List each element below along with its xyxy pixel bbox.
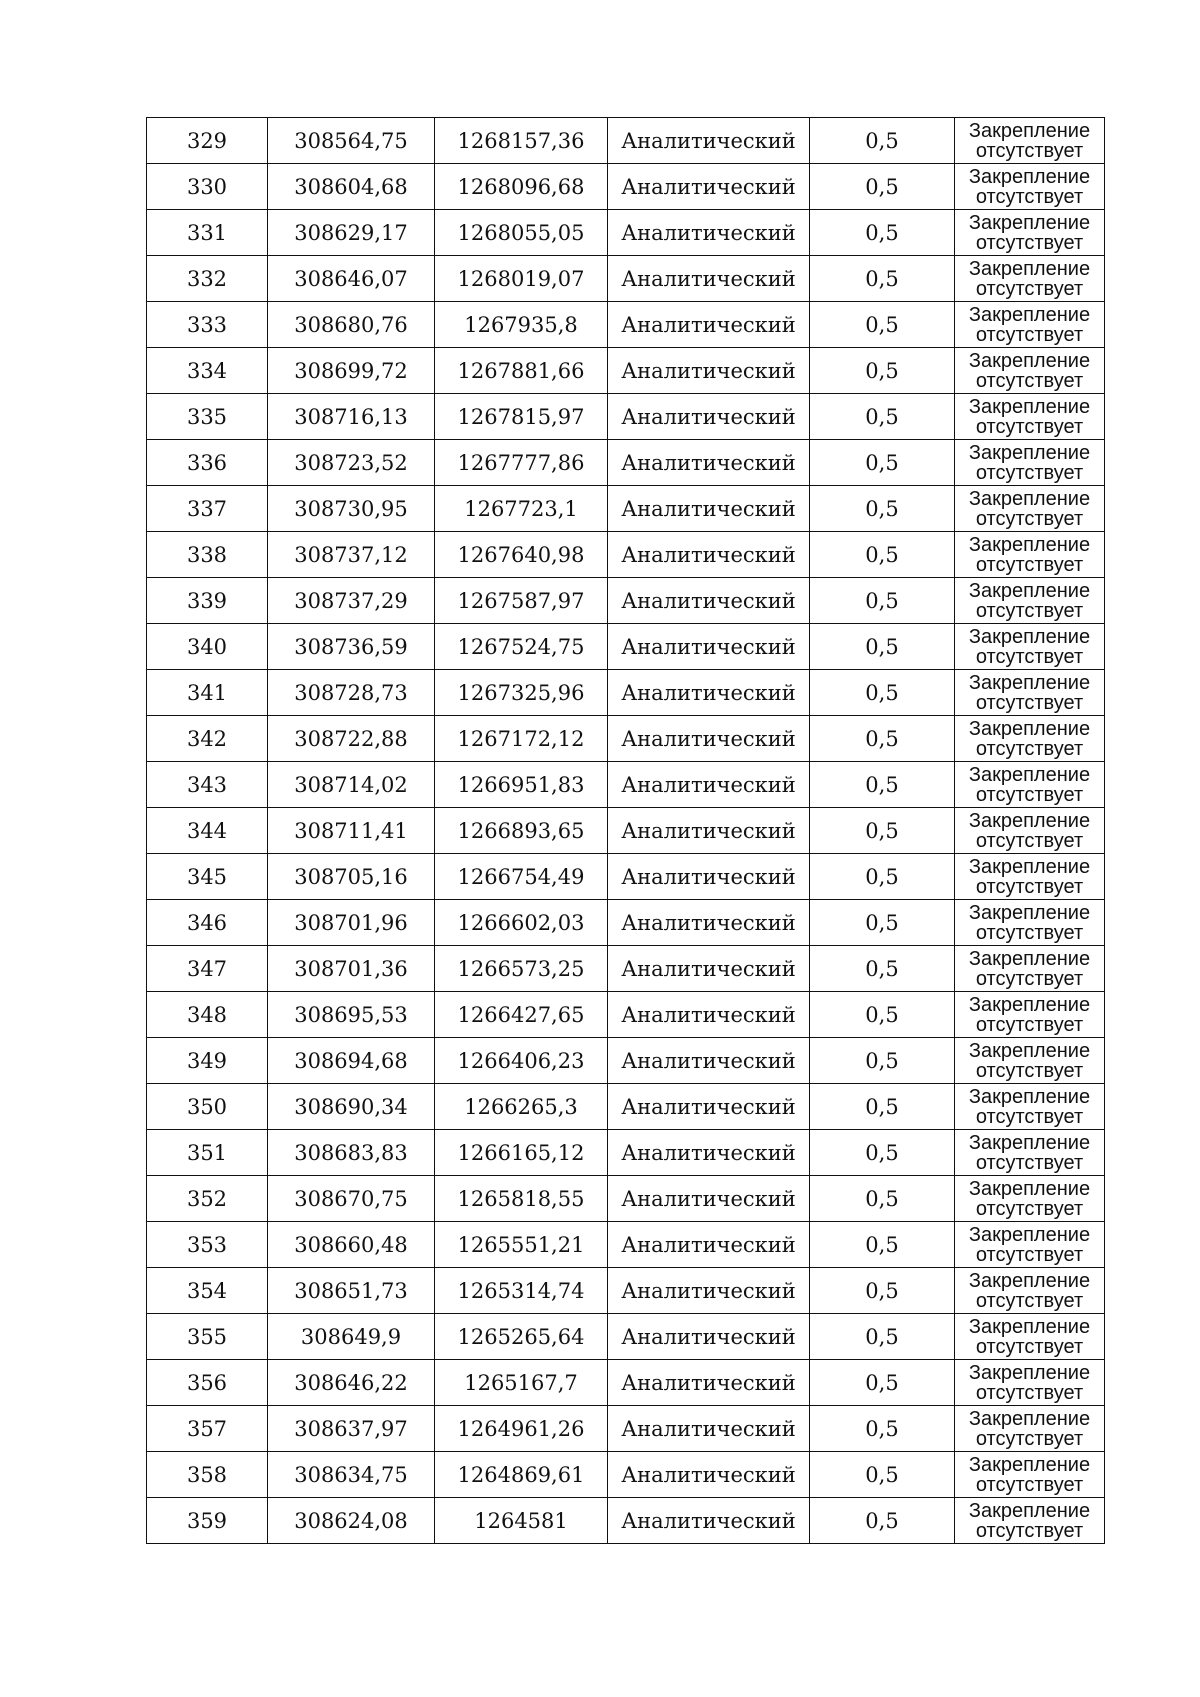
fixation-note-line-2: отсутствует xyxy=(975,1519,1084,1542)
fixation-note-line-2: отсутствует xyxy=(975,599,1084,622)
point-number-cell: 355 xyxy=(147,1314,268,1360)
y-coordinate-cell: 1264961,26 xyxy=(435,1406,608,1452)
fixation-note-line-2: отсутствует xyxy=(975,967,1084,990)
accuracy-cell: 0,5 xyxy=(810,762,955,808)
y-coordinate-cell: 1268055,05 xyxy=(435,210,608,256)
x-coordinate-cell: 308690,34 xyxy=(268,1084,435,1130)
fixation-note-cell xyxy=(955,164,1105,210)
table-row xyxy=(147,1084,1105,1130)
y-coordinate-cell: 1265818,55 xyxy=(435,1176,608,1222)
x-coordinate-cell: 308651,73 xyxy=(268,1268,435,1314)
point-number-cell: 340 xyxy=(147,624,268,670)
y-coordinate-cell: 1266406,23 xyxy=(435,1038,608,1084)
method-cell: Аналитический xyxy=(608,1498,810,1544)
fixation-note-line-1: Закрепление xyxy=(968,1131,1091,1154)
table-row xyxy=(147,1130,1105,1176)
y-coordinate-cell: 1266754,49 xyxy=(435,854,608,900)
x-coordinate-cell: 308730,95 xyxy=(268,486,435,532)
fixation-note-line-2: отсутствует xyxy=(975,1335,1084,1358)
fixation-note-line-1: Закрепление xyxy=(968,1039,1091,1062)
accuracy-cell: 0,5 xyxy=(810,1452,955,1498)
fixation-note-cell xyxy=(955,302,1105,348)
fixation-note-cell xyxy=(955,670,1105,716)
y-coordinate-cell: 1265265,64 xyxy=(435,1314,608,1360)
accuracy-cell: 0,5 xyxy=(810,486,955,532)
point-number-cell: 359 xyxy=(147,1498,268,1544)
y-coordinate-cell: 1266165,12 xyxy=(435,1130,608,1176)
y-coordinate-cell: 1267723,1 xyxy=(435,486,608,532)
fixation-note-line-2: отсутствует xyxy=(975,783,1084,806)
fixation-note-line-1: Закрепление xyxy=(968,1499,1091,1522)
fixation-note-line-1: Закрепление xyxy=(968,625,1091,648)
point-number-cell: 345 xyxy=(147,854,268,900)
accuracy-cell: 0,5 xyxy=(810,1314,955,1360)
y-coordinate-cell: 1267881,66 xyxy=(435,348,608,394)
accuracy-cell: 0,5 xyxy=(810,256,955,302)
fixation-note-line-2: отсутствует xyxy=(975,369,1084,392)
table-row xyxy=(147,808,1105,854)
method-cell: Аналитический xyxy=(608,762,810,808)
method-cell: Аналитический xyxy=(608,210,810,256)
method-cell: Аналитический xyxy=(608,1406,810,1452)
table-row xyxy=(147,210,1105,256)
fixation-note-line-2: отсутствует xyxy=(975,1381,1084,1404)
method-cell: Аналитический xyxy=(608,1222,810,1268)
fixation-note-line-2: отсутствует xyxy=(975,1243,1084,1266)
fixation-note-cell xyxy=(955,1406,1105,1452)
table-row xyxy=(147,762,1105,808)
accuracy-cell: 0,5 xyxy=(810,1268,955,1314)
table-row xyxy=(147,394,1105,440)
table-row xyxy=(147,1176,1105,1222)
method-cell: Аналитический xyxy=(608,164,810,210)
method-cell: Аналитический xyxy=(608,854,810,900)
y-coordinate-cell: 1267777,86 xyxy=(435,440,608,486)
x-coordinate-cell: 308646,22 xyxy=(268,1360,435,1406)
table-row xyxy=(147,578,1105,624)
point-number-cell: 346 xyxy=(147,900,268,946)
x-coordinate-cell: 308723,52 xyxy=(268,440,435,486)
accuracy-cell: 0,5 xyxy=(810,348,955,394)
fixation-note-line-2: отсутствует xyxy=(975,1013,1084,1036)
fixation-note-line-1: Закрепление xyxy=(968,947,1091,970)
fixation-note-line-2: отсутствует xyxy=(975,323,1084,346)
method-cell: Аналитический xyxy=(608,1176,810,1222)
method-cell: Аналитический xyxy=(608,118,810,164)
accuracy-cell: 0,5 xyxy=(810,900,955,946)
fixation-note-line-1: Закрепление xyxy=(968,855,1091,878)
fixation-note-line-2: отсутствует xyxy=(975,921,1084,944)
fixation-note-line-1: Закрепление xyxy=(968,349,1091,372)
point-number-cell: 352 xyxy=(147,1176,268,1222)
fixation-note-cell xyxy=(955,762,1105,808)
table-row xyxy=(147,1360,1105,1406)
fixation-note-cell xyxy=(955,1176,1105,1222)
method-cell: Аналитический xyxy=(608,532,810,578)
x-coordinate-cell: 308737,29 xyxy=(268,578,435,624)
y-coordinate-cell: 1266265,3 xyxy=(435,1084,608,1130)
y-coordinate-cell: 1266602,03 xyxy=(435,900,608,946)
table-row xyxy=(147,486,1105,532)
fixation-note-cell xyxy=(955,578,1105,624)
x-coordinate-cell: 308637,97 xyxy=(268,1406,435,1452)
fixation-note-line-1: Закрепление xyxy=(968,303,1091,326)
table-row xyxy=(147,900,1105,946)
x-coordinate-cell: 308564,75 xyxy=(268,118,435,164)
point-number-cell: 339 xyxy=(147,578,268,624)
method-cell: Аналитический xyxy=(608,900,810,946)
fixation-note-line-1: Закрепление xyxy=(968,1085,1091,1108)
y-coordinate-cell: 1267815,97 xyxy=(435,394,608,440)
accuracy-cell: 0,5 xyxy=(810,302,955,348)
y-coordinate-cell: 1266573,25 xyxy=(435,946,608,992)
fixation-note-line-2: отсутствует xyxy=(975,829,1084,852)
table-row xyxy=(147,670,1105,716)
point-number-cell: 332 xyxy=(147,256,268,302)
fixation-note-line-1: Закрепление xyxy=(968,211,1091,234)
fixation-note-cell xyxy=(955,486,1105,532)
point-number-cell: 335 xyxy=(147,394,268,440)
point-number-cell: 350 xyxy=(147,1084,268,1130)
accuracy-cell: 0,5 xyxy=(810,1406,955,1452)
point-number-cell: 336 xyxy=(147,440,268,486)
point-number-cell: 349 xyxy=(147,1038,268,1084)
fixation-note-line-2: отсутствует xyxy=(975,553,1084,576)
table-row xyxy=(147,992,1105,1038)
point-number-cell: 356 xyxy=(147,1360,268,1406)
fixation-note-cell xyxy=(955,532,1105,578)
x-coordinate-cell: 308695,53 xyxy=(268,992,435,1038)
y-coordinate-cell: 1267172,12 xyxy=(435,716,608,762)
fixation-note-line-2: отсутствует xyxy=(975,1105,1084,1128)
y-coordinate-cell: 1266893,65 xyxy=(435,808,608,854)
x-coordinate-cell: 308716,13 xyxy=(268,394,435,440)
accuracy-cell: 0,5 xyxy=(810,716,955,762)
accuracy-cell: 0,5 xyxy=(810,164,955,210)
accuracy-cell: 0,5 xyxy=(810,1360,955,1406)
method-cell: Аналитический xyxy=(608,992,810,1038)
x-coordinate-cell: 308680,76 xyxy=(268,302,435,348)
method-cell: Аналитический xyxy=(608,716,810,762)
point-number-cell: 330 xyxy=(147,164,268,210)
fixation-note-cell xyxy=(955,1314,1105,1360)
fixation-note-line-2: отсутствует xyxy=(975,139,1084,162)
method-cell: Аналитический xyxy=(608,394,810,440)
table-row xyxy=(147,716,1105,762)
method-cell: Аналитический xyxy=(608,1360,810,1406)
x-coordinate-cell: 308624,08 xyxy=(268,1498,435,1544)
method-cell: Аналитический xyxy=(608,1452,810,1498)
accuracy-cell: 0,5 xyxy=(810,670,955,716)
coordinates-table-body xyxy=(147,118,1105,1544)
method-cell: Аналитический xyxy=(608,808,810,854)
fixation-note-line-1: Закрепление xyxy=(968,717,1091,740)
accuracy-cell: 0,5 xyxy=(810,624,955,670)
x-coordinate-cell: 308634,75 xyxy=(268,1452,435,1498)
y-coordinate-cell: 1264869,61 xyxy=(435,1452,608,1498)
fixation-note-line-2: отсутствует xyxy=(975,1151,1084,1174)
fixation-note-line-2: отсутствует xyxy=(975,1197,1084,1220)
y-coordinate-cell: 1267325,96 xyxy=(435,670,608,716)
point-number-cell: 347 xyxy=(147,946,268,992)
fixation-note-line-2: отсутствует xyxy=(975,507,1084,530)
fixation-note-line-1: Закрепление xyxy=(968,533,1091,556)
table-row xyxy=(147,1314,1105,1360)
method-cell: Аналитический xyxy=(608,348,810,394)
y-coordinate-cell: 1265551,21 xyxy=(435,1222,608,1268)
point-number-cell: 338 xyxy=(147,532,268,578)
point-number-cell: 334 xyxy=(147,348,268,394)
fixation-note-line-1: Закрепление xyxy=(968,1453,1091,1476)
fixation-note-cell xyxy=(955,1498,1105,1544)
coordinates-table xyxy=(146,117,1105,1544)
accuracy-cell: 0,5 xyxy=(810,210,955,256)
point-number-cell: 344 xyxy=(147,808,268,854)
fixation-note-line-1: Закрепление xyxy=(968,119,1091,142)
table-row xyxy=(147,1498,1105,1544)
method-cell: Аналитический xyxy=(608,1130,810,1176)
accuracy-cell: 0,5 xyxy=(810,1498,955,1544)
fixation-note-line-1: Закрепление xyxy=(968,579,1091,602)
accuracy-cell: 0,5 xyxy=(810,1038,955,1084)
table-row xyxy=(147,1038,1105,1084)
fixation-note-line-1: Закрепление xyxy=(968,1177,1091,1200)
x-coordinate-cell: 308711,41 xyxy=(268,808,435,854)
accuracy-cell: 0,5 xyxy=(810,992,955,1038)
fixation-note-line-2: отсутствует xyxy=(975,277,1084,300)
fixation-note-line-1: Закрепление xyxy=(968,165,1091,188)
y-coordinate-cell: 1268157,36 xyxy=(435,118,608,164)
table-row xyxy=(147,1406,1105,1452)
x-coordinate-cell: 308683,83 xyxy=(268,1130,435,1176)
fixation-note-line-1: Закрепление xyxy=(968,1269,1091,1292)
fixation-note-line-2: отсутствует xyxy=(975,1289,1084,1312)
fixation-note-line-1: Закрепление xyxy=(968,993,1091,1016)
fixation-note-cell xyxy=(955,1084,1105,1130)
fixation-note-line-1: Закрепление xyxy=(968,1315,1091,1338)
point-number-cell: 351 xyxy=(147,1130,268,1176)
x-coordinate-cell: 308649,9 xyxy=(268,1314,435,1360)
y-coordinate-cell: 1266951,83 xyxy=(435,762,608,808)
point-number-cell: 329 xyxy=(147,118,268,164)
accuracy-cell: 0,5 xyxy=(810,578,955,624)
method-cell: Аналитический xyxy=(608,1038,810,1084)
accuracy-cell: 0,5 xyxy=(810,532,955,578)
y-coordinate-cell: 1265314,74 xyxy=(435,1268,608,1314)
fixation-note-cell xyxy=(955,394,1105,440)
fixation-note-line-1: Закрепление xyxy=(968,1361,1091,1384)
y-coordinate-cell: 1268096,68 xyxy=(435,164,608,210)
point-number-cell: 343 xyxy=(147,762,268,808)
y-coordinate-cell: 1265167,7 xyxy=(435,1360,608,1406)
table-row xyxy=(147,854,1105,900)
accuracy-cell: 0,5 xyxy=(810,1084,955,1130)
table-row xyxy=(147,532,1105,578)
point-number-cell: 357 xyxy=(147,1406,268,1452)
y-coordinate-cell: 1267524,75 xyxy=(435,624,608,670)
fixation-note-line-2: отсутствует xyxy=(975,645,1084,668)
y-coordinate-cell: 1267587,97 xyxy=(435,578,608,624)
table-row xyxy=(147,118,1105,164)
fixation-note-cell xyxy=(955,118,1105,164)
method-cell: Аналитический xyxy=(608,302,810,348)
fixation-note-line-1: Закрепление xyxy=(968,441,1091,464)
fixation-note-cell xyxy=(955,946,1105,992)
table-row xyxy=(147,440,1105,486)
method-cell: Аналитический xyxy=(608,1268,810,1314)
accuracy-cell: 0,5 xyxy=(810,394,955,440)
x-coordinate-cell: 308714,02 xyxy=(268,762,435,808)
accuracy-cell: 0,5 xyxy=(810,118,955,164)
x-coordinate-cell: 308670,75 xyxy=(268,1176,435,1222)
point-number-cell: 342 xyxy=(147,716,268,762)
point-number-cell: 337 xyxy=(147,486,268,532)
table-row xyxy=(147,256,1105,302)
table-row xyxy=(147,946,1105,992)
method-cell: Аналитический xyxy=(608,486,810,532)
point-number-cell: 333 xyxy=(147,302,268,348)
y-coordinate-cell: 1264581 xyxy=(435,1498,608,1544)
table-row xyxy=(147,1222,1105,1268)
fixation-note-line-2: отсутствует xyxy=(975,737,1084,760)
method-cell: Аналитический xyxy=(608,946,810,992)
fixation-note-cell xyxy=(955,1222,1105,1268)
point-number-cell: 348 xyxy=(147,992,268,1038)
x-coordinate-cell: 308728,73 xyxy=(268,670,435,716)
fixation-note-cell xyxy=(955,1130,1105,1176)
fixation-note-cell xyxy=(955,210,1105,256)
fixation-note-cell xyxy=(955,854,1105,900)
fixation-note-cell xyxy=(955,440,1105,486)
x-coordinate-cell: 308701,36 xyxy=(268,946,435,992)
point-number-cell: 354 xyxy=(147,1268,268,1314)
y-coordinate-cell: 1268019,07 xyxy=(435,256,608,302)
fixation-note-line-2: отсутствует xyxy=(975,231,1084,254)
x-coordinate-cell: 308694,68 xyxy=(268,1038,435,1084)
fixation-note-cell xyxy=(955,1268,1105,1314)
point-number-cell: 353 xyxy=(147,1222,268,1268)
table-row xyxy=(147,302,1105,348)
accuracy-cell: 0,5 xyxy=(810,1176,955,1222)
accuracy-cell: 0,5 xyxy=(810,1130,955,1176)
fixation-note-cell xyxy=(955,348,1105,394)
fixation-note-line-2: отсутствует xyxy=(975,415,1084,438)
fixation-note-line-1: Закрепление xyxy=(968,809,1091,832)
fixation-note-cell xyxy=(955,1452,1105,1498)
accuracy-cell: 0,5 xyxy=(810,854,955,900)
method-cell: Аналитический xyxy=(608,1084,810,1130)
x-coordinate-cell: 308701,96 xyxy=(268,900,435,946)
fixation-note-line-1: Закрепление xyxy=(968,901,1091,924)
x-coordinate-cell: 308660,48 xyxy=(268,1222,435,1268)
fixation-note-line-1: Закрепление xyxy=(968,257,1091,280)
x-coordinate-cell: 308629,17 xyxy=(268,210,435,256)
x-coordinate-cell: 308646,07 xyxy=(268,256,435,302)
point-number-cell: 331 xyxy=(147,210,268,256)
x-coordinate-cell: 308736,59 xyxy=(268,624,435,670)
table-row xyxy=(147,348,1105,394)
fixation-note-line-2: отсутствует xyxy=(975,691,1084,714)
fixation-note-line-2: отсутствует xyxy=(975,461,1084,484)
table-row xyxy=(147,1268,1105,1314)
fixation-note-cell xyxy=(955,992,1105,1038)
x-coordinate-cell: 308699,72 xyxy=(268,348,435,394)
y-coordinate-cell: 1266427,65 xyxy=(435,992,608,1038)
accuracy-cell: 0,5 xyxy=(810,440,955,486)
point-number-cell: 358 xyxy=(147,1452,268,1498)
fixation-note-line-1: Закрепление xyxy=(968,395,1091,418)
fixation-note-cell xyxy=(955,1038,1105,1084)
fixation-note-cell xyxy=(955,256,1105,302)
fixation-note-line-1: Закрепление xyxy=(968,671,1091,694)
method-cell: Аналитический xyxy=(608,670,810,716)
method-cell: Аналитический xyxy=(608,1314,810,1360)
x-coordinate-cell: 308722,88 xyxy=(268,716,435,762)
x-coordinate-cell: 308705,16 xyxy=(268,854,435,900)
fixation-note-cell xyxy=(955,716,1105,762)
table-row xyxy=(147,164,1105,210)
method-cell: Аналитический xyxy=(608,578,810,624)
method-cell: Аналитический xyxy=(608,256,810,302)
accuracy-cell: 0,5 xyxy=(810,808,955,854)
fixation-note-line-1: Закрепление xyxy=(968,763,1091,786)
fixation-note-cell xyxy=(955,624,1105,670)
fixation-note-line-2: отсутствует xyxy=(975,875,1084,898)
table-row xyxy=(147,1452,1105,1498)
accuracy-cell: 0,5 xyxy=(810,946,955,992)
fixation-note-line-1: Закрепление xyxy=(968,1223,1091,1246)
fixation-note-line-1: Закрепление xyxy=(968,1407,1091,1430)
point-number-cell: 341 xyxy=(147,670,268,716)
x-coordinate-cell: 308604,68 xyxy=(268,164,435,210)
fixation-note-line-1: Закрепление xyxy=(968,487,1091,510)
table-row xyxy=(147,624,1105,670)
fixation-note-cell xyxy=(955,808,1105,854)
method-cell: Аналитический xyxy=(608,624,810,670)
fixation-note-line-2: отсутствует xyxy=(975,185,1084,208)
fixation-note-line-2: отсутствует xyxy=(975,1473,1084,1496)
y-coordinate-cell: 1267640,98 xyxy=(435,532,608,578)
x-coordinate-cell: 308737,12 xyxy=(268,532,435,578)
method-cell: Аналитический xyxy=(608,440,810,486)
fixation-note-cell xyxy=(955,900,1105,946)
fixation-note-line-2: отсутствует xyxy=(975,1427,1084,1450)
fixation-note-cell xyxy=(955,1360,1105,1406)
fixation-note-line-2: отсутствует xyxy=(975,1059,1084,1082)
y-coordinate-cell: 1267935,8 xyxy=(435,302,608,348)
accuracy-cell: 0,5 xyxy=(810,1222,955,1268)
